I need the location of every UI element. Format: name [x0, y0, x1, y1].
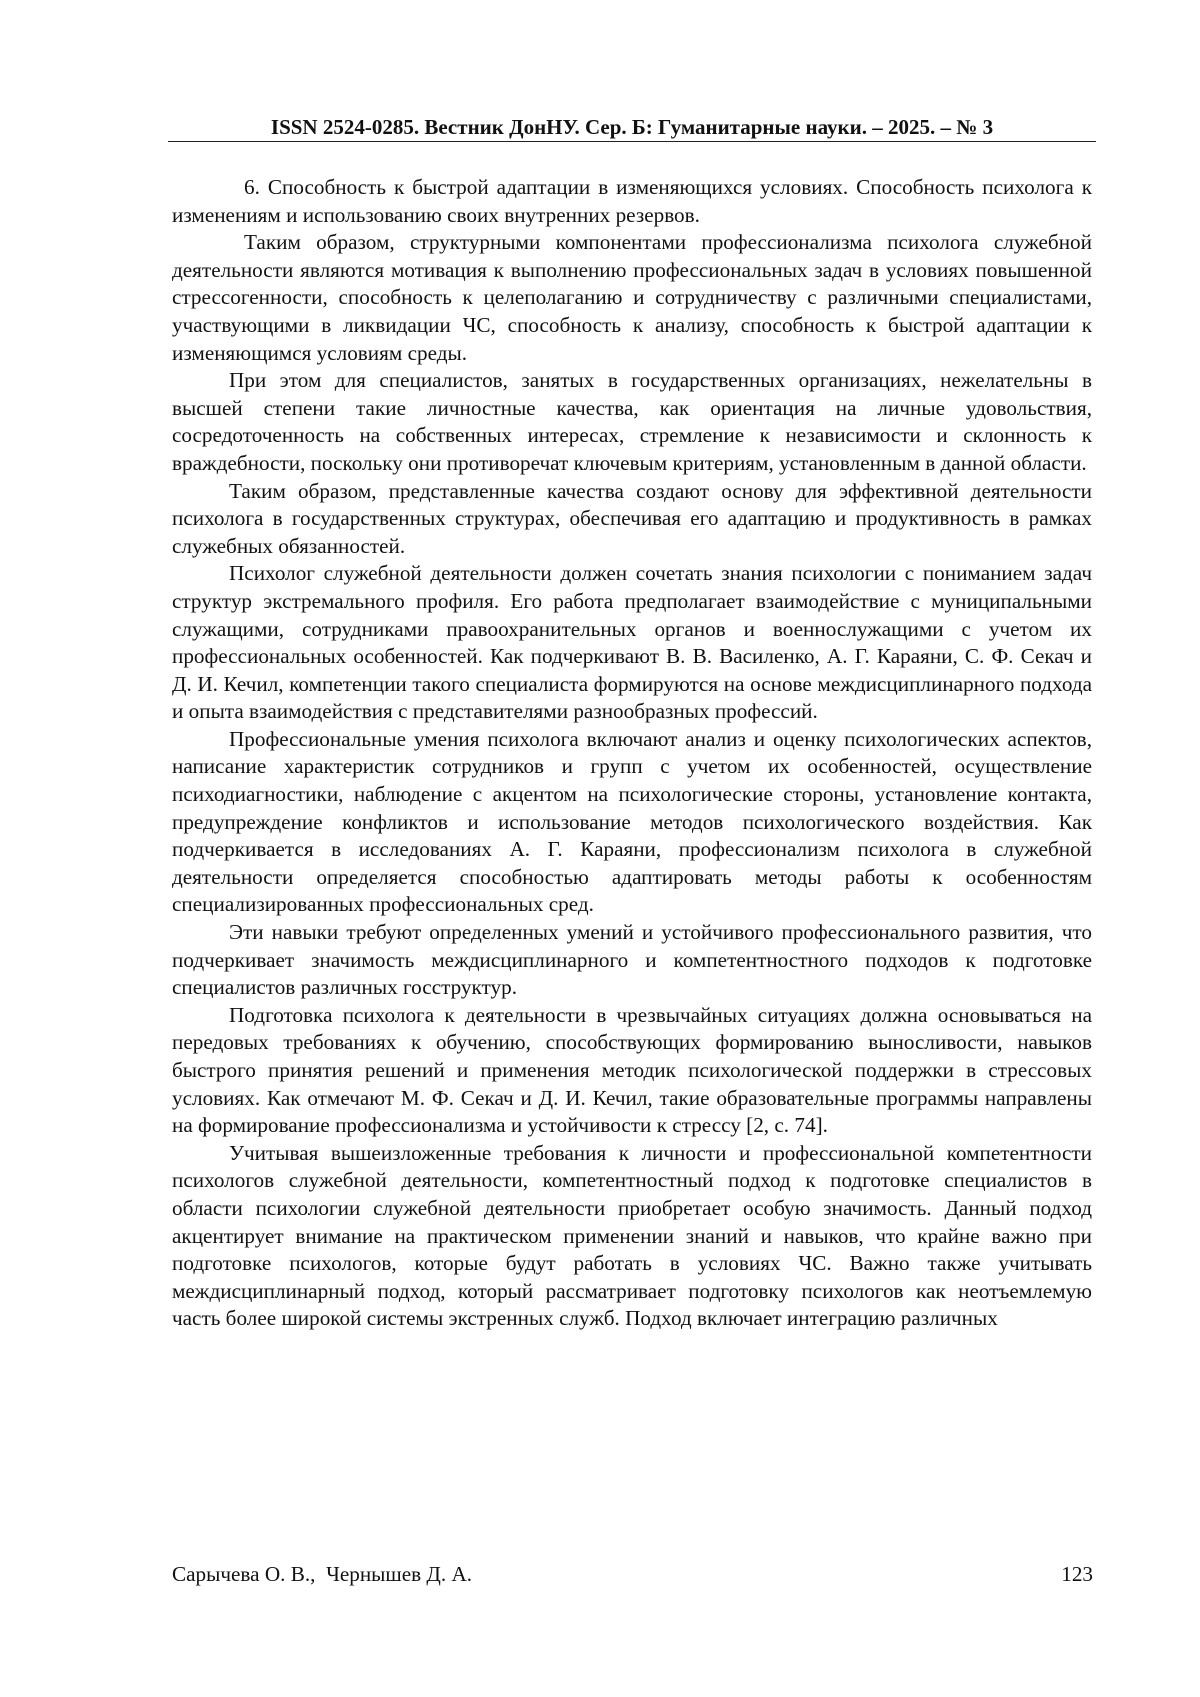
paragraph: Таким образом, структурными компонентами профессионализма психолога служебной деятельности являются мотивация к выполнению профессиональных задач в условиях повышенной стрессогенности, способность к целеполаганию и сотрудничеству с различными специалистами, участвующими в ликвидации ЧС, способность к анализу, способность к быстрой адаптации к изменяющимся условиям среды.: [172, 230, 1092, 365]
header-rule: [168, 141, 1096, 142]
running-header: ISSN 2524-0285. Вестник ДонНУ. Сер. Б: Гуманитарные науки. – 2025. – № 3: [270, 115, 994, 139]
page-number: 123: [1061, 1562, 1093, 1586]
paragraph: Подготовка психолога к деятельности в чрезвычайных ситуациях должна основываться на передовых требованиях к обучению, способствующих формированию выносливости, навыков быстрого принятия решений и применения методик психологической поддержки в стрессовых условиях. Как отмечают М. Ф. Секач и Д. И. Кечил, такие образовательные программы направлены на формирование профессионализма и устойчивости к стрессу [2, с. 74].: [172, 1002, 1092, 1138]
article-body: [172, 174, 1092, 1333]
paragraph: Таким образом, представленные качества создают основу для эффективной деятельности психолога в государственных структурах, обеспечивая его адаптацию и продуктивность в рамках служебных обязанностей.: [172, 478, 1092, 558]
paragraph: Эти навыки требуют определенных умений и устойчивого профессионального развития, что подчеркивает значимость междисциплинарного и компетентностного подходов к подготовке специалистов различных госструктур.: [172, 920, 1092, 1000]
paragraph: Профессиональные умения психолога включают анализ и оценку психологических аспектов, написание характеристик сотрудников и групп с учетом их особенностей, осуществление психодиагностики, наблюдение с акцентом на психологические стороны, установление контакта, предупреждение конфликтов и использование методов психологического воздействия. Как подчеркивается в исследованиях А. Г. Караяни, профессионализм психолога в служебной деятельности определяется способностью адаптировать методы работы к особенностям специализированных профессиональных сред.: [172, 726, 1092, 917]
footer-authors: Сарычева О. В., Чернышев Д. А.: [172, 1562, 473, 1586]
paragraph: Учитывая вышеизложенные требования к личности и профессиональной компетентности психологов служебной деятельности, компетентностный подход к подготовке специалистов в области психологии служебной деятельности приобретает особую значимость. Данный подход акцентирует внимание на практическом применении знаний и навыков, что крайне важно при подготовке психологов, которые будут работать в условиях ЧС. Важно также учитывать междисциплинарный подход, который рассматривает подготовку психологов как неотъемлемую часть более широкой системы экстренных служб. Подход включает интеграцию различных: [172, 1140, 1092, 1331]
paragraph: При этом для специалистов, занятых в государственных организациях, нежелательны в высшей степени такие личностные качества, как ориентация на личные удовольствия, сосредоточенность на собственных интересах, стремление к независимости и склонность к враждебности, поскольку они противоречат ключевым критериям, установленным в данной области.: [172, 368, 1092, 475]
list-item-6: 6. Способность к быстрой адаптации в изменяющихся условиях. Способность психолога к изменениям и использованию своих внутренних резервов.: [172, 175, 1092, 227]
paragraph: Психолог служебной деятельности должен сочетать знания психологии с пониманием задач структур экстремального профиля. Его работа предполагает взаимодействие с муниципальными служащими, сотрудниками правоохранительных органов и военнослужащими с учетом их профессиональных особенностей. Как подчеркивают В. В. Василенко, А. Г. Караяни, С. Ф. Секач и Д. И. Кечил, компетенции такого специалиста формируются на основе междисциплинарного подхода и опыта взаимодействия с представителями разнообразных профессий.: [172, 561, 1092, 724]
